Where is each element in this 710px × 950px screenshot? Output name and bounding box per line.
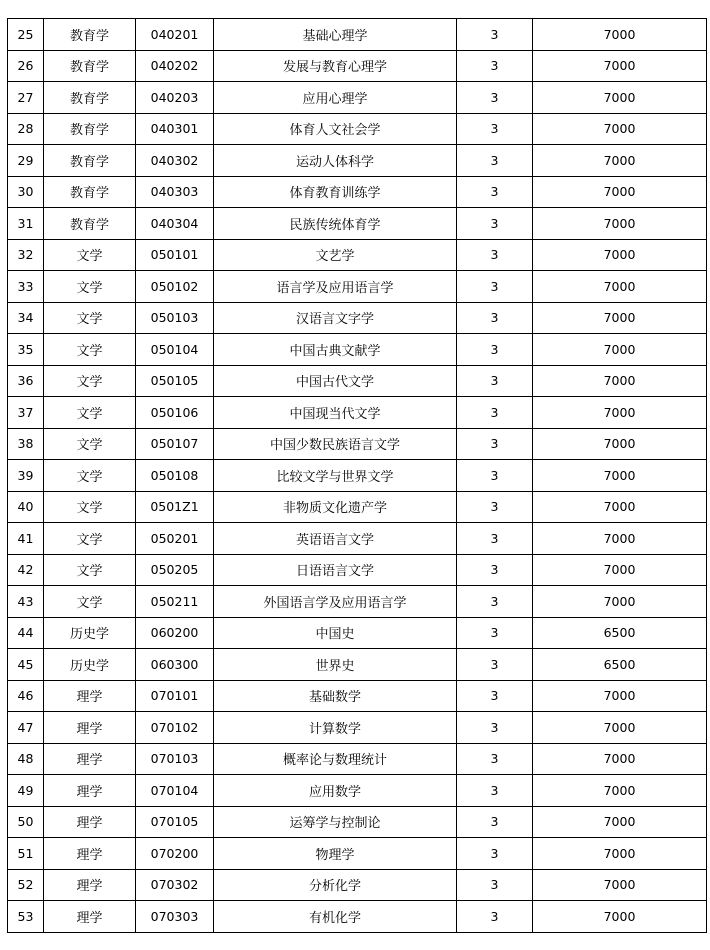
- table-row: [8, 271, 707, 303]
- study-years-cell: 3: [457, 176, 533, 208]
- tuition-fee-cell: 7000: [533, 145, 707, 177]
- major-name-cell: 中国古典文献学: [214, 334, 457, 366]
- study-years-cell: 3: [457, 491, 533, 523]
- major-code-cell: 050104: [136, 334, 214, 366]
- row-number-cell: 35: [8, 334, 44, 366]
- major-code-cell: 070200: [136, 838, 214, 870]
- major-name-cell: 计算数学: [214, 712, 457, 744]
- major-code-cell: 050211: [136, 586, 214, 618]
- table-row: [8, 649, 707, 681]
- major-name-cell: 汉语言文字学: [214, 302, 457, 334]
- major-code-cell: 050201: [136, 523, 214, 555]
- discipline-category-cell: 文学: [44, 523, 136, 555]
- table-row: [8, 586, 707, 618]
- row-number-cell: 26: [8, 50, 44, 82]
- tuition-fee-cell: 7000: [533, 712, 707, 744]
- major-name-cell: 世界史: [214, 649, 457, 681]
- discipline-category-cell: 文学: [44, 428, 136, 460]
- tuition-fee-cell: 7000: [533, 271, 707, 303]
- discipline-category-cell: 文学: [44, 271, 136, 303]
- study-years-cell: 3: [457, 617, 533, 649]
- major-name-cell: 基础心理学: [214, 19, 457, 51]
- row-number-cell: 30: [8, 176, 44, 208]
- table-row: [8, 302, 707, 334]
- major-code-cell: 050107: [136, 428, 214, 460]
- row-number-cell: 44: [8, 617, 44, 649]
- table-row: [8, 775, 707, 807]
- discipline-category-cell: 理学: [44, 743, 136, 775]
- row-number-cell: 42: [8, 554, 44, 586]
- table-row: [8, 491, 707, 523]
- major-code-cell: 040301: [136, 113, 214, 145]
- discipline-category-cell: 理学: [44, 680, 136, 712]
- discipline-category-cell: 教育学: [44, 208, 136, 240]
- study-years-cell: 3: [457, 334, 533, 366]
- row-number-cell: 38: [8, 428, 44, 460]
- table-row: [8, 82, 707, 114]
- major-code-cell: 070302: [136, 869, 214, 901]
- tuition-fee-cell: 7000: [533, 365, 707, 397]
- study-years-cell: 3: [457, 19, 533, 51]
- tuition-fee-cell: 7000: [533, 428, 707, 460]
- tuition-fee-cell: 7000: [533, 554, 707, 586]
- study-years-cell: 3: [457, 775, 533, 807]
- discipline-category-cell: 理学: [44, 869, 136, 901]
- tuition-fee-cell: 7000: [533, 680, 707, 712]
- table-row: [8, 523, 707, 555]
- study-years-cell: 3: [457, 680, 533, 712]
- tuition-fee-cell: 7000: [533, 397, 707, 429]
- major-code-cell: 070104: [136, 775, 214, 807]
- major-name-cell: 外国语言学及应用语言学: [214, 586, 457, 618]
- major-code-cell: 050106: [136, 397, 214, 429]
- row-number-cell: 41: [8, 523, 44, 555]
- table-row: [8, 712, 707, 744]
- tuition-fee-cell: 7000: [533, 491, 707, 523]
- table-row: [8, 460, 707, 492]
- tuition-fee-cell: 7000: [533, 334, 707, 366]
- row-number-cell: 49: [8, 775, 44, 807]
- discipline-category-cell: 历史学: [44, 617, 136, 649]
- study-years-cell: 3: [457, 869, 533, 901]
- table-row: [8, 176, 707, 208]
- major-code-cell: 040303: [136, 176, 214, 208]
- discipline-category-cell: 理学: [44, 806, 136, 838]
- table-row: [8, 428, 707, 460]
- major-name-cell: 运动人体科学: [214, 145, 457, 177]
- major-code-cell: 070105: [136, 806, 214, 838]
- study-years-cell: 3: [457, 82, 533, 114]
- study-years-cell: 3: [457, 50, 533, 82]
- major-name-cell: 基础数学: [214, 680, 457, 712]
- tuition-fee-cell: 7000: [533, 743, 707, 775]
- major-code-cell: 070102: [136, 712, 214, 744]
- table-row: [8, 365, 707, 397]
- major-name-cell: 运筹学与控制论: [214, 806, 457, 838]
- tuition-fee-cell: 6500: [533, 649, 707, 681]
- major-name-cell: 语言学及应用语言学: [214, 271, 457, 303]
- table-row: [8, 806, 707, 838]
- study-years-cell: 3: [457, 554, 533, 586]
- row-number-cell: 53: [8, 901, 44, 933]
- row-number-cell: 47: [8, 712, 44, 744]
- row-number-cell: 25: [8, 19, 44, 51]
- tuition-fee-cell: 7000: [533, 775, 707, 807]
- study-years-cell: 3: [457, 428, 533, 460]
- row-number-cell: 31: [8, 208, 44, 240]
- tuition-fee-cell: 7000: [533, 176, 707, 208]
- tuition-fee-cell: 6500: [533, 617, 707, 649]
- table-row: [8, 554, 707, 586]
- table-row: [8, 208, 707, 240]
- row-number-cell: 27: [8, 82, 44, 114]
- major-name-cell: 英语语言文学: [214, 523, 457, 555]
- study-years-cell: 3: [457, 806, 533, 838]
- major-code-cell: 040302: [136, 145, 214, 177]
- discipline-category-cell: 理学: [44, 712, 136, 744]
- row-number-cell: 32: [8, 239, 44, 271]
- major-name-cell: 发展与教育心理学: [214, 50, 457, 82]
- discipline-category-cell: 教育学: [44, 19, 136, 51]
- major-name-cell: 体育教育训练学: [214, 176, 457, 208]
- table-row: [8, 397, 707, 429]
- tuition-fee-cell: 7000: [533, 113, 707, 145]
- major-name-cell: 比较文学与世界文学: [214, 460, 457, 492]
- major-code-cell: 070303: [136, 901, 214, 933]
- table-row: [8, 680, 707, 712]
- tuition-fee-cell: 7000: [533, 901, 707, 933]
- tuition-fee-cell: 7000: [533, 208, 707, 240]
- major-name-cell: 文艺学: [214, 239, 457, 271]
- discipline-category-cell: 文学: [44, 491, 136, 523]
- discipline-category-cell: 理学: [44, 901, 136, 933]
- row-number-cell: 34: [8, 302, 44, 334]
- major-name-cell: 中国现当代文学: [214, 397, 457, 429]
- discipline-category-cell: 教育学: [44, 50, 136, 82]
- table-row: [8, 113, 707, 145]
- major-code-cell: 050105: [136, 365, 214, 397]
- discipline-category-cell: 教育学: [44, 176, 136, 208]
- row-number-cell: 45: [8, 649, 44, 681]
- study-years-cell: 3: [457, 271, 533, 303]
- major-name-cell: 物理学: [214, 838, 457, 870]
- major-code-cell: 040202: [136, 50, 214, 82]
- major-name-cell: 有机化学: [214, 901, 457, 933]
- major-name-cell: 非物质文化遗产学: [214, 491, 457, 523]
- row-number-cell: 52: [8, 869, 44, 901]
- study-years-cell: 3: [457, 460, 533, 492]
- study-years-cell: 3: [457, 838, 533, 870]
- table-row: [8, 743, 707, 775]
- table-row: [8, 19, 707, 51]
- major-code-cell: 050103: [136, 302, 214, 334]
- major-code-cell: 070101: [136, 680, 214, 712]
- study-years-cell: 3: [457, 145, 533, 177]
- study-years-cell: 3: [457, 523, 533, 555]
- study-years-cell: 3: [457, 113, 533, 145]
- discipline-category-cell: 文学: [44, 334, 136, 366]
- discipline-category-cell: 理学: [44, 838, 136, 870]
- major-code-cell: 050101: [136, 239, 214, 271]
- tuition-fee-cell: 7000: [533, 50, 707, 82]
- major-code-cell: 040203: [136, 82, 214, 114]
- row-number-cell: 33: [8, 271, 44, 303]
- major-code-cell: 070103: [136, 743, 214, 775]
- tuition-fee-cell: 7000: [533, 239, 707, 271]
- major-code-cell: 050205: [136, 554, 214, 586]
- discipline-category-cell: 文学: [44, 397, 136, 429]
- study-years-cell: 3: [457, 649, 533, 681]
- table-row: [8, 239, 707, 271]
- discipline-category-cell: 文学: [44, 460, 136, 492]
- discipline-category-cell: 教育学: [44, 145, 136, 177]
- major-name-cell: 中国史: [214, 617, 457, 649]
- discipline-category-cell: 教育学: [44, 113, 136, 145]
- major-name-cell: 民族传统体育学: [214, 208, 457, 240]
- table-row: [8, 901, 707, 933]
- document-page: [7, 18, 707, 933]
- table-body: [8, 19, 707, 933]
- row-number-cell: 50: [8, 806, 44, 838]
- row-number-cell: 29: [8, 145, 44, 177]
- tuition-fee-cell: 7000: [533, 869, 707, 901]
- row-number-cell: 46: [8, 680, 44, 712]
- tuition-fee-cell: 7000: [533, 302, 707, 334]
- tuition-fee-cell: 7000: [533, 806, 707, 838]
- major-name-cell: 概率论与数理统计: [214, 743, 457, 775]
- discipline-category-cell: 文学: [44, 586, 136, 618]
- table-row: [8, 145, 707, 177]
- discipline-category-cell: 历史学: [44, 649, 136, 681]
- study-years-cell: 3: [457, 743, 533, 775]
- study-years-cell: 3: [457, 208, 533, 240]
- discipline-category-cell: 教育学: [44, 82, 136, 114]
- tuition-fee-cell: 7000: [533, 19, 707, 51]
- row-number-cell: 51: [8, 838, 44, 870]
- major-code-cell: 050102: [136, 271, 214, 303]
- table-row: [8, 869, 707, 901]
- table-row: [8, 617, 707, 649]
- discipline-category-cell: 理学: [44, 775, 136, 807]
- tuition-fee-cell: 7000: [533, 460, 707, 492]
- major-name-cell: 日语语言文学: [214, 554, 457, 586]
- major-code-cell: 0501Z1: [136, 491, 214, 523]
- discipline-category-cell: 文学: [44, 365, 136, 397]
- table-row: [8, 50, 707, 82]
- row-number-cell: 28: [8, 113, 44, 145]
- row-number-cell: 48: [8, 743, 44, 775]
- major-name-cell: 中国古代文学: [214, 365, 457, 397]
- major-name-cell: 分析化学: [214, 869, 457, 901]
- table-row: [8, 334, 707, 366]
- study-years-cell: 3: [457, 239, 533, 271]
- major-name-cell: 应用数学: [214, 775, 457, 807]
- tuition-fee-cell: 7000: [533, 82, 707, 114]
- row-number-cell: 43: [8, 586, 44, 618]
- discipline-category-cell: 文学: [44, 302, 136, 334]
- study-years-cell: 3: [457, 365, 533, 397]
- tuition-fee-cell: 7000: [533, 523, 707, 555]
- row-number-cell: 40: [8, 491, 44, 523]
- tuition-fee-cell: 7000: [533, 586, 707, 618]
- study-years-cell: 3: [457, 901, 533, 933]
- row-number-cell: 39: [8, 460, 44, 492]
- major-name-cell: 体育人文社会学: [214, 113, 457, 145]
- major-code-cell: 060200: [136, 617, 214, 649]
- discipline-category-cell: 文学: [44, 554, 136, 586]
- row-number-cell: 36: [8, 365, 44, 397]
- study-years-cell: 3: [457, 712, 533, 744]
- tuition-table: [7, 18, 707, 933]
- tuition-fee-cell: 7000: [533, 838, 707, 870]
- major-code-cell: 060300: [136, 649, 214, 681]
- major-code-cell: 040304: [136, 208, 214, 240]
- study-years-cell: 3: [457, 302, 533, 334]
- table-row: [8, 838, 707, 870]
- major-code-cell: 050108: [136, 460, 214, 492]
- study-years-cell: 3: [457, 397, 533, 429]
- major-code-cell: 040201: [136, 19, 214, 51]
- study-years-cell: 3: [457, 586, 533, 618]
- row-number-cell: 37: [8, 397, 44, 429]
- discipline-category-cell: 文学: [44, 239, 136, 271]
- major-name-cell: 中国少数民族语言文学: [214, 428, 457, 460]
- major-name-cell: 应用心理学: [214, 82, 457, 114]
